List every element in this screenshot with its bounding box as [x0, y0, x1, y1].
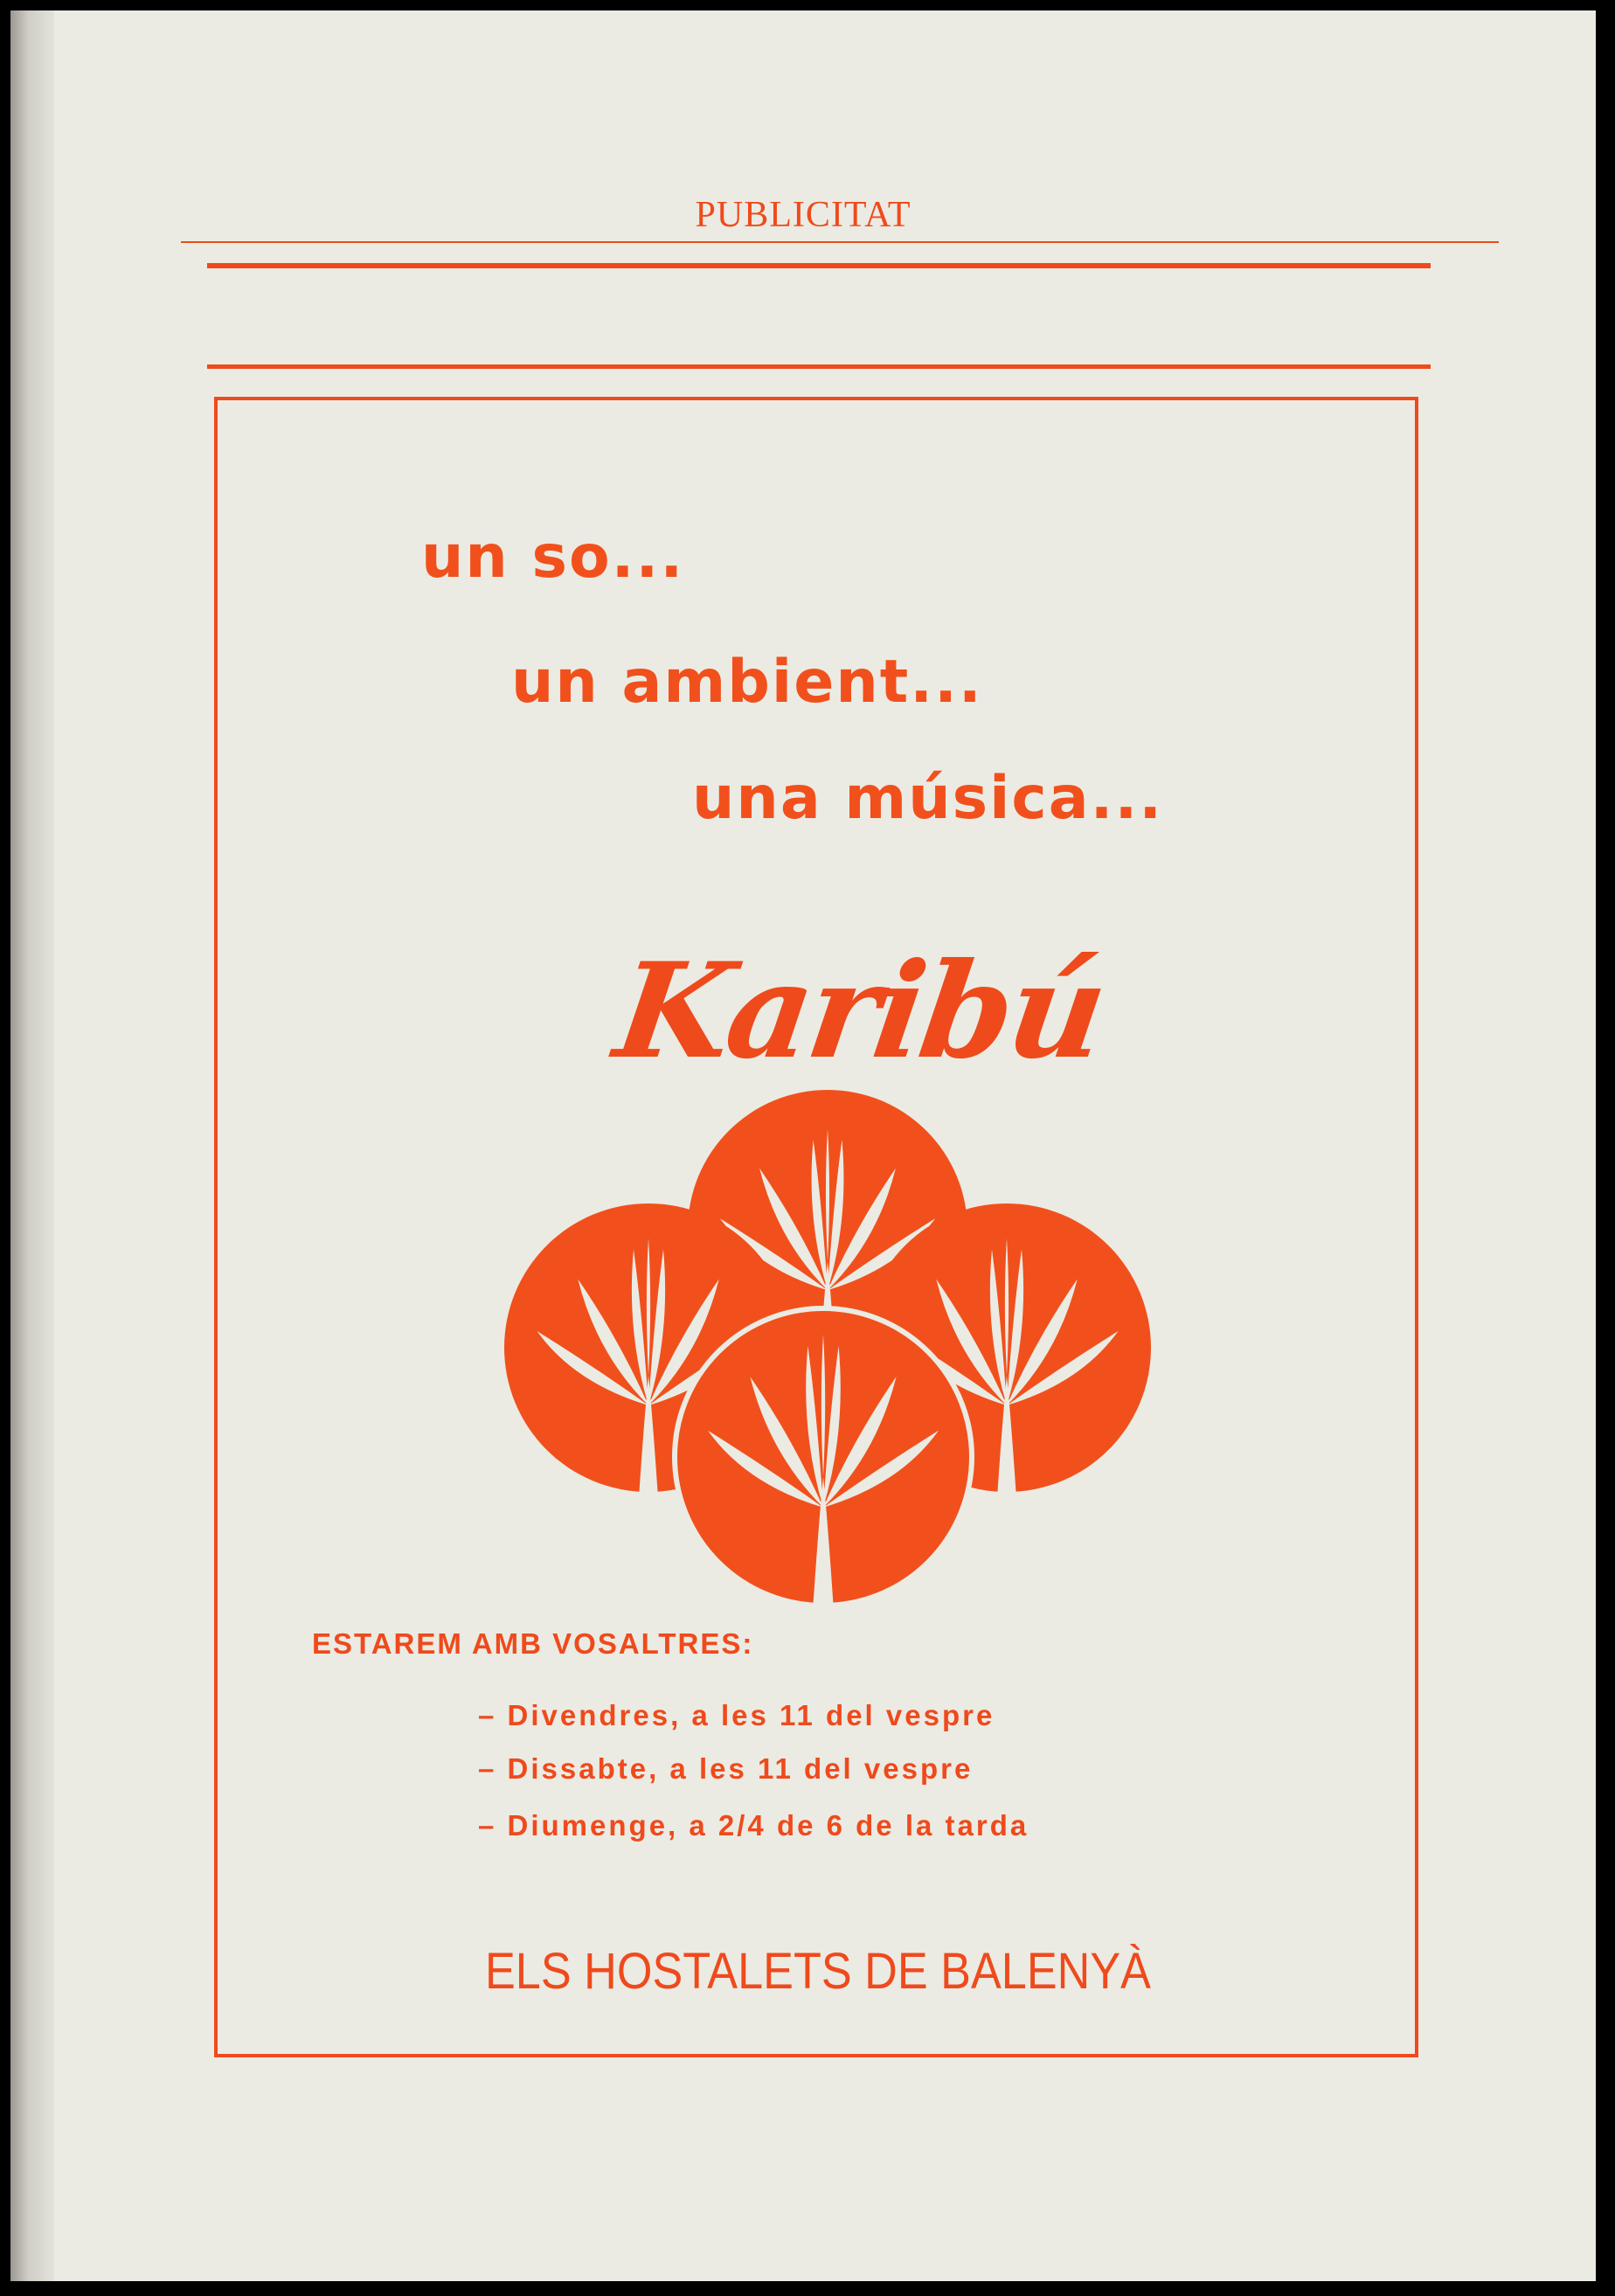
brand-name: Karibú	[606, 934, 1112, 1088]
header-rule-thick	[207, 263, 1431, 268]
schedule-saturday: – Dissabte, a les 11 del vespre	[478, 1752, 974, 1785]
schedule-sunday: – Diumenge, a 2/4 de 6 de la tarda	[478, 1809, 1029, 1842]
tagline-1: un so...	[421, 523, 685, 592]
four-suns-palm-tree-icon	[487, 1086, 1168, 1610]
binding-shadow	[10, 10, 54, 2281]
frame-top-rule	[207, 364, 1431, 369]
section-label: PUBLICITAT	[695, 195, 911, 235]
tagline-2: un ambient...	[511, 648, 983, 717]
schedule-title: ESTAREM AMB VOSALTRES:	[312, 1627, 754, 1660]
magazine-page	[10, 10, 1596, 2281]
tagline-3: una música...	[692, 764, 1164, 833]
schedule-friday: – Divendres, a les 11 del vespre	[478, 1699, 995, 1731]
venue-location: ELS HOSTALETS DE BALENYÀ	[484, 1943, 1151, 2000]
header-rule-thin	[181, 241, 1499, 243]
